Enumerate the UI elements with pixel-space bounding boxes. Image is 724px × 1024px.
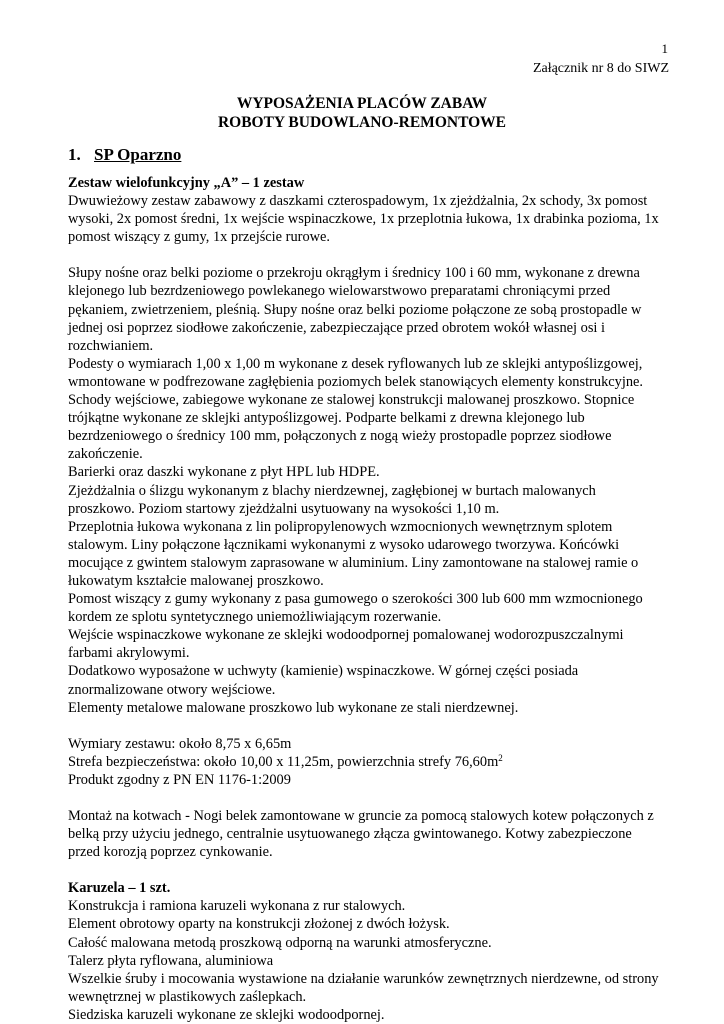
- carousel-heading: Karuzela – 1 szt.: [68, 880, 171, 897]
- text-line: Dodatkowo wyposażone w uchwyty (kamienie) wspinaczkowe. W górnej części posiada: [68, 663, 579, 680]
- title-line-2: ROBOTY BUDOWLANO-REMONTOWE: [217, 114, 507, 131]
- text-line: Barierki oraz daszki wykonane z płyt HPL lub HDPE.: [68, 464, 380, 481]
- text-line: farbami akrylowymi.: [68, 645, 190, 662]
- annex-label: Załącznik nr 8 do SIWZ: [532, 61, 669, 76]
- text-line: Elementy metalowe malowane proszkowo lub wykonane ze stali nierdzewnej.: [68, 699, 519, 716]
- text-line: rozchwianiem.: [68, 337, 154, 354]
- section-heading: [68, 144, 181, 165]
- text-line: Wszelkie śruby i mocowania wystawione na działanie warunków zewnętrznych nierdzewne, od strony: [68, 970, 659, 987]
- text-line: kordem ze splotu syntetycznego uniemożliwiającym rozerwanie.: [68, 609, 442, 626]
- safety-zone-line: Strefa bezpieczeństwa: około 10,00 x 11,25m, powierzchnia strefy $76,60m^2$: [68, 752, 503, 770]
- text-line: mocujące z gwintem stalowym zaprasowane w aluminium. Liny zamontowane na stalowej ramie o: [68, 554, 639, 571]
- dimensions-line: Wymiary zestawu: około 8,75 x 6,65m: [68, 735, 292, 752]
- set-specs: [68, 735, 680, 789]
- text-line: pomost wiszący z gumy, 1x przejście rurowe.: [68, 229, 331, 246]
- text-line: klejonego lub bezrdzeniowego powlekanego wielowarstwowo preparatami chroniącymi przed: [68, 283, 611, 300]
- text-line: Zjeżdżalnia o ślizgu wykonanym z blachy nierdzewnej, zagłębionej w burtach malowanych: [68, 482, 596, 499]
- text-line: Słupy nośne oraz belki poziome o przekroju okrągłym i średnicy 100 i 60 mm, wykonane z drewna: [68, 265, 640, 282]
- text-line: Konstrukcja i ramiona karuzeli wykonana z rur stalowych.: [68, 898, 406, 915]
- text-line: wysoki, 2x pomost średni, 1x wejście wspinaczkowe, 1x przeplotnia łukowa, 1x drabinka pozioma, 1x: [68, 211, 659, 228]
- text-line: Element obrotowy oparty na konstrukcji złożonej z dwóch łożysk.: [68, 916, 450, 933]
- text-line: Talerz płyta ryflowana, aluminiowa: [68, 952, 274, 969]
- section-name: SP Oparzno: [94, 145, 182, 164]
- text-line: wewnętrznej w plastikowych zaślepkach.: [68, 988, 307, 1005]
- text-line: Podesty o wymiarach 1,00 x 1,00 m wykonane z desek ryflowanych lub ze sklejki antypoślizgowej,: [68, 355, 643, 372]
- text-line: wmontowane w podfrezowane zagłębienia poziomych belek stanowiących elementy konstrukcyjne.: [68, 373, 644, 390]
- set-intro: [68, 192, 680, 246]
- norm-line: Produkt zgodny z PN EN 1176-1:2009: [68, 771, 291, 788]
- text-line: Całość malowana metodą proszkową odporną na warunki atmosferyczne.: [68, 934, 492, 951]
- document-body: [68, 174, 680, 1024]
- text-line: Dwuwieżowy zestaw zabawowy z daszkami czterospadowym, 1x zjeżdżalnia, 2x schody, 3x pomost: [68, 193, 648, 210]
- text-line: pękaniem, zwietrzeniem, pleśnią. Słupy nośne oraz belki poziome połączone ze sobą prostopadle w: [68, 301, 642, 318]
- document-title: [0, 94, 724, 132]
- text-line: stalowym. Liny połączone łącznikami wykonanymi z wysoko udarowego tworzywa. Końcówki: [68, 536, 620, 553]
- text-line: Pomost wiszący z gumy wykonany z pasa gumowego o szerokości 300 lub 600 mm wzmocnionego: [68, 591, 643, 608]
- text-line: znormalizowane otwory wejściowe.: [68, 681, 276, 698]
- set-description: [68, 264, 680, 716]
- page-number: 1: [661, 41, 668, 56]
- mounting-paragraph: [68, 807, 680, 861]
- text-line: Wejście wspinaczkowe wykonane ze sklejki wodoodpornej pomalowanej wodorozpuszczalnymi: [68, 627, 624, 644]
- set-heading: Zestaw wielofunkcyjny „A” – 1 zestaw: [68, 175, 305, 191]
- text-line: trójkątne wykonane ze sklejki antypoślizgowej. Podparte belkami z drewna klejonego lub: [68, 410, 585, 427]
- text-line: proszkowo. Poziom startowy zjeżdżalni usytuowany na wysokości 1,10 m.: [68, 500, 500, 517]
- carousel-description: [68, 897, 680, 1024]
- text-line: belką przy użyciu jednego, centralnie usytuowanego złącza gwintowanego. Kotwy zabezpieczone: [68, 826, 632, 843]
- text-line: Montaż na kotwach - Nogi belek zamontowane w gruncie za pomocą stalowych kotew połączonych z: [68, 808, 654, 824]
- text-line: zakończenie.: [68, 446, 143, 463]
- title-line-1: WYPOSAŻENIA PLACÓW ZABAW: [236, 95, 488, 112]
- text-line: bezrdzeniowego o średnicy 100 mm, połączonych z nogą wieży prostopadle poprzez siodłowe: [68, 428, 612, 445]
- section-number: 1.: [68, 145, 81, 164]
- text-line: przed korozją poprzez cynkowanie.: [68, 844, 273, 861]
- text-line: łukowatym kształcie malowanej proszkowo.: [68, 572, 324, 589]
- text-line: Przeplotnia łukowa wykonana z lin polipropylenowych wzmocnionych wewnętrznym splotem: [68, 518, 613, 535]
- text-line: Siedziska karuzeli wykonane ze sklejki wodoodpornej.: [68, 1006, 385, 1023]
- text-line: Schody wejściowe, zabiegowe wykonane ze stalowej konstrukcji malowanej proszkowo. Stopnice: [68, 392, 635, 409]
- text-line: jednej osi poprzez siodłowe zakończenie, zabezpieczające przed obrotem wokół własnej osi i: [68, 319, 606, 336]
